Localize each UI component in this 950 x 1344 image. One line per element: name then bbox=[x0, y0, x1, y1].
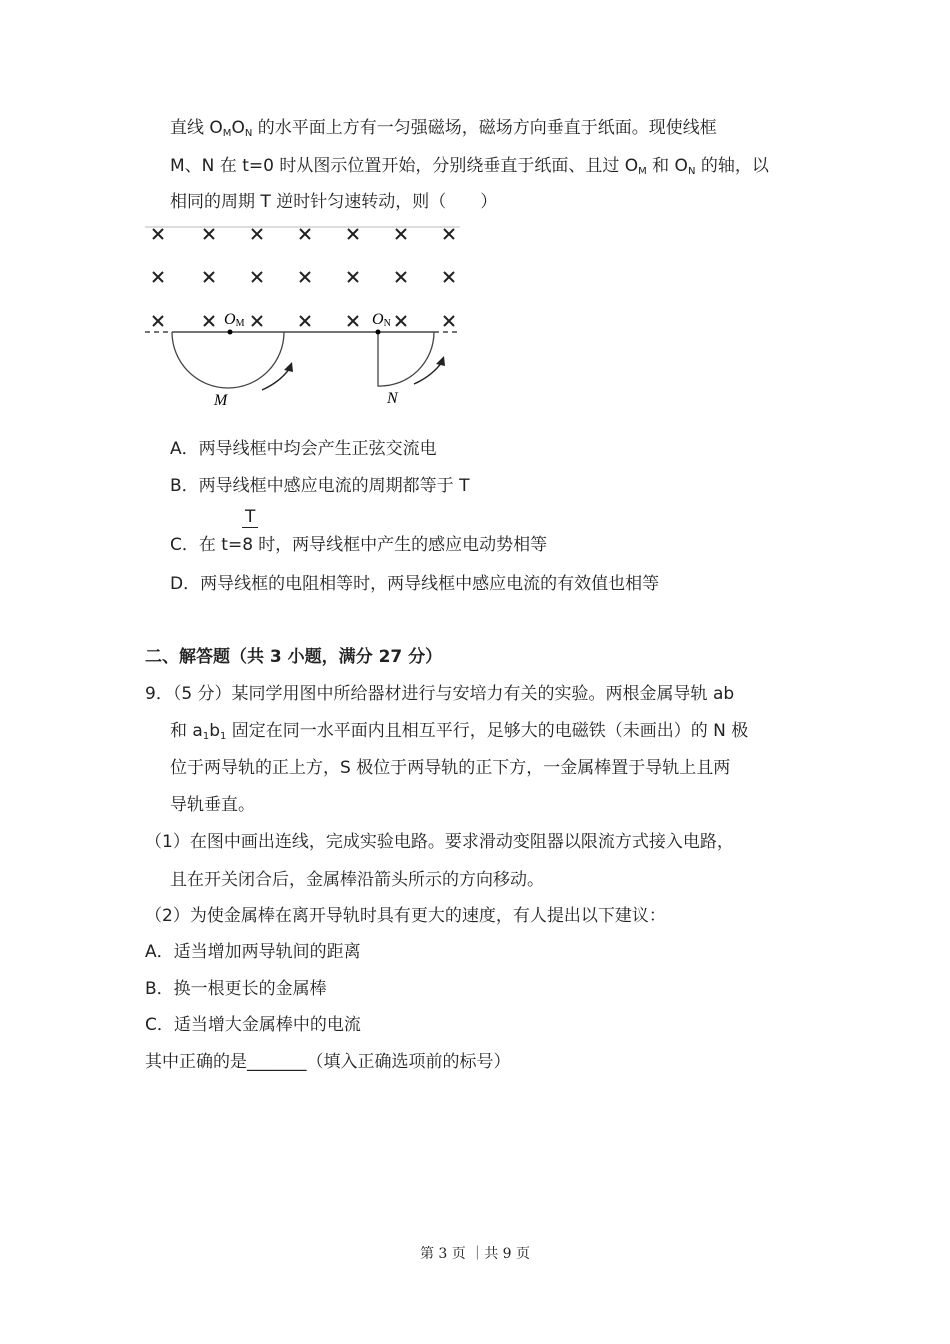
pivot-on bbox=[376, 330, 381, 335]
field-cross-icon bbox=[153, 229, 163, 239]
q9-option-c: C．适当增大金属棒中的电流 bbox=[145, 1015, 361, 1035]
q9-line2: 和 $a_1b_1$ 固定在同一水平面内且相互平行，足够大的电磁铁（未画出）的 N 极 bbox=[170, 721, 749, 742]
q9-option-b: B．换一根更长的金属棒 bbox=[145, 979, 327, 999]
q8-text-line3: 相同的周期 T 逆时针匀速转动，则（ ） bbox=[170, 192, 498, 212]
field-cross-icon bbox=[348, 229, 358, 239]
label-n: N bbox=[387, 390, 398, 407]
q9-part1-line1: （1）在图中画出连线，完成实验电路。要求滑动变阻器以限流方式接入电路， bbox=[145, 832, 734, 852]
field-cross-icon bbox=[300, 272, 310, 282]
pivot-om bbox=[228, 330, 233, 335]
section-title: 二、解答题（共 3 小题，满分 27 分） bbox=[145, 647, 443, 667]
q9-part1-line2: 且在开关闭合后，金属棒沿箭头所示的方向移动。 bbox=[170, 870, 544, 890]
field-cross-icon bbox=[444, 272, 454, 282]
q9-answer-line: 其中正确的是_______（填入正确选项前的标号） bbox=[145, 1052, 511, 1072]
field-cross-icon bbox=[204, 272, 214, 282]
label-om: OM bbox=[224, 311, 245, 329]
arrowhead-m bbox=[284, 362, 293, 372]
field-cross-icon bbox=[300, 229, 310, 239]
frame-m-semicircle bbox=[172, 332, 284, 388]
arrowhead-n bbox=[436, 356, 445, 366]
field-cross-icon bbox=[252, 272, 262, 282]
q9-option-a: A．适当增加两导轨间的距离 bbox=[145, 942, 361, 962]
field-cross-icon bbox=[204, 316, 214, 326]
q9-line4: 导轨垂直。 bbox=[170, 795, 255, 815]
field-cross-icon bbox=[396, 272, 406, 282]
field-cross-icon bbox=[396, 229, 406, 239]
q8-text-line2: M、N 在 t=0 时从图示位置开始，分别绕垂直于纸面、且过 $O_M$ 和 $O_N$ 的轴，以 bbox=[170, 156, 769, 177]
q8-option-a: A．两导线框中均会产生正弦交流电 bbox=[170, 439, 437, 459]
fraction-t-over-8: $\frac{T}{8}$ bbox=[242, 533, 258, 557]
field-cross-icon bbox=[396, 316, 406, 326]
q8-option-c: C．在 t= $\frac{T}{8}$时，两导线框中产生的感应电动势相等 bbox=[170, 507, 548, 555]
q9-line1: 9．（5 分）某同学用图中所给器材进行与安培力有关的实验。两根金属导轨 ab bbox=[145, 684, 735, 704]
rotation-arrow-n bbox=[414, 362, 442, 384]
field-cross-icon bbox=[444, 316, 454, 326]
field-cross-icon bbox=[444, 229, 454, 239]
page-footer: 第 3 页 ｜共 9 页 bbox=[419, 1246, 531, 1262]
field-cross-icon bbox=[204, 229, 214, 239]
q9-part2: （2）为使金属棒在离开导轨时具有更大的速度，有人提出以下建议： bbox=[145, 906, 666, 926]
field-crosses bbox=[153, 229, 454, 326]
field-cross-icon bbox=[300, 316, 310, 326]
q8-option-d: D．两导线框的电阻相等时，两导线框中感应电流的有效值也相等 bbox=[170, 574, 660, 594]
magnetic-field-diagram bbox=[0, 0, 950, 420]
q9-line3: 位于两导轨的正上方，S 极位于两导轨的正下方，一金属棒置于导轨上且两 bbox=[170, 758, 731, 778]
q8-option-b: B．两导线框中感应电流的周期都等于 T bbox=[170, 476, 470, 496]
field-cross-icon bbox=[153, 316, 163, 326]
label-on: ON bbox=[372, 311, 391, 329]
field-cross-icon bbox=[153, 272, 163, 282]
label-m: M bbox=[214, 392, 228, 409]
rotation-arrow-m bbox=[262, 368, 290, 390]
field-cross-icon bbox=[348, 316, 358, 326]
field-cross-icon bbox=[252, 229, 262, 239]
field-cross-icon bbox=[348, 272, 358, 282]
q8-text-line1: 直线 $O_MO_N$ 的水平面上方有一匀强磁场，磁场方向垂直于纸面。现使线框 bbox=[170, 118, 717, 139]
field-cross-icon bbox=[252, 316, 262, 326]
